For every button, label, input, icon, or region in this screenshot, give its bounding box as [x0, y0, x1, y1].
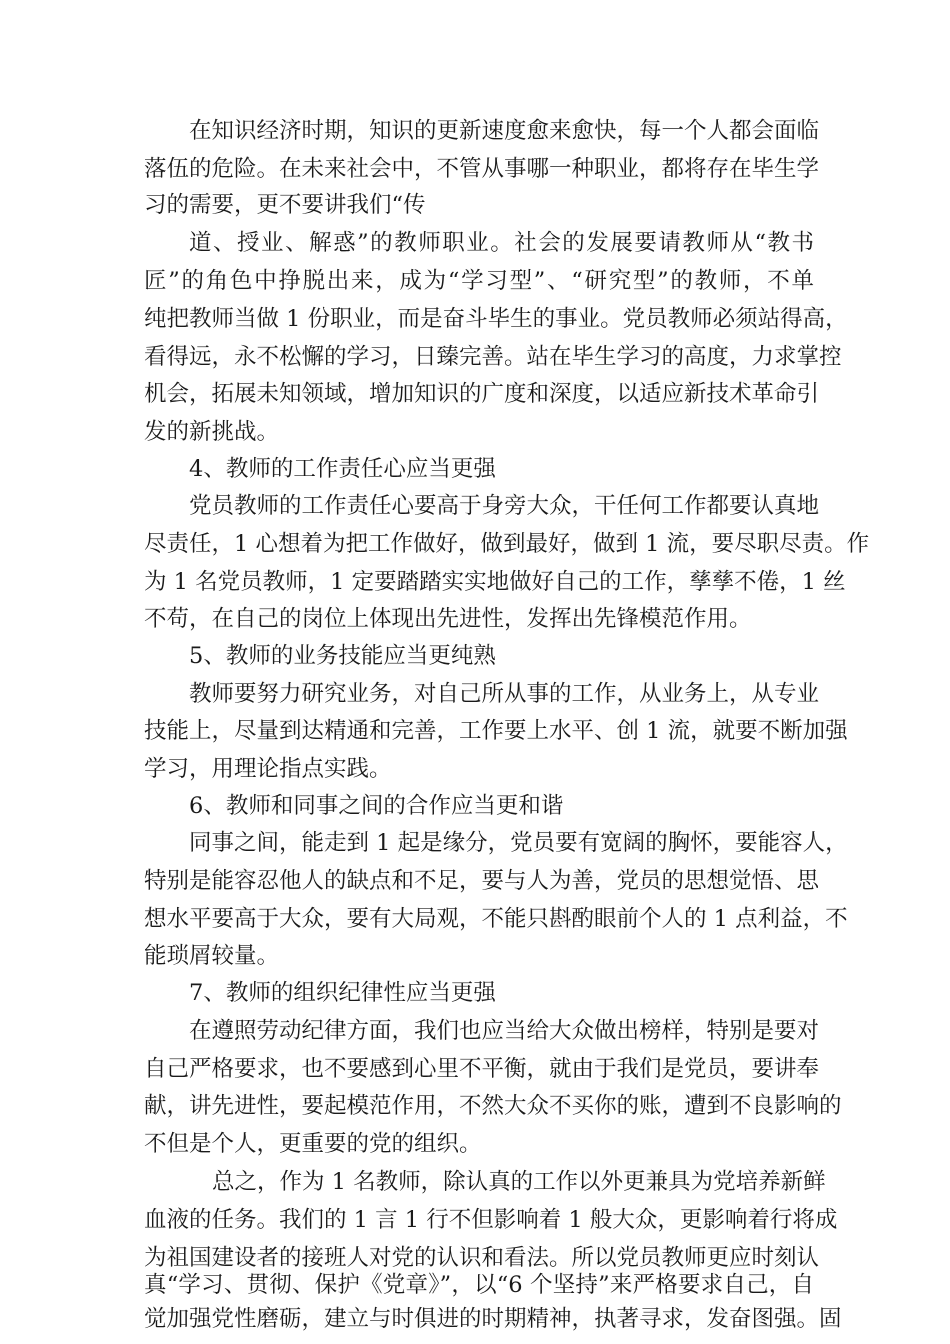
- paragraph-line: 纯把教师当做 1 份职业，而是奋斗毕生的事业。党员教师必须站得高，: [144, 306, 848, 332]
- paragraph-line: 觉加强党性磨砺，建立与时俱进的时期精神，执著寻求，发奋图强。固: [144, 1306, 842, 1332]
- paragraph-line: 党员教师的工作责任心要高于身旁大众，干任何工作都要认真地: [189, 493, 820, 519]
- paragraph-line: 匠”的角色中挣脱出来，成为“学习型”、“研究型”的教师，不单: [144, 268, 814, 294]
- paragraph-line: 道、授业、解惑”的教师职业。社会的发展要请教师从“教书: [189, 230, 814, 256]
- paragraph-line: 想水平要高于大众，要有大局观，不能只斟酌眼前个人的 1 点利益，不: [144, 906, 848, 932]
- paragraph-line: 看得远，永不松懈的学习，日臻完善。站在毕生学习的高度，力求掌控: [144, 344, 842, 370]
- paragraph-line: 为 1 名党员教师，1 定要踏踏实实地做好自己的工作，孳孳不倦，1 丝: [144, 569, 846, 595]
- paragraph-line: 落伍的危险。在未来社会中，不管从事哪一种职业，都将存在毕生学: [144, 156, 820, 182]
- section-heading: 6、教师和同事之间的合作应当更和谐: [189, 793, 564, 819]
- paragraph-line: 特别是能容忍他人的缺点和不足，要与人为善，党员的思想觉悟、思: [144, 868, 820, 894]
- paragraph-line: 教师要努力研究业务，对自己所从事的工作，从业务上，从专业: [189, 681, 820, 707]
- paragraph-line: 不但是个人，更重要的党的组织。: [144, 1131, 482, 1157]
- paragraph-line: 发的新挑战。: [144, 419, 280, 445]
- paragraph-line: 为祖国建设者的接班人对党的认识和看法。所以党员教师更应时刻认: [144, 1245, 820, 1271]
- paragraph-line: 不苟，在自己的岗位上体现出先进性，发挥出先锋模范作用。: [144, 606, 752, 632]
- paragraph-line: 同事之间，能走到 1 起是缘分，党员要有宽阔的胸怀，要能容人，: [189, 830, 848, 856]
- section-heading: 4、教师的工作责任心应当更强: [189, 456, 496, 482]
- section-heading: 5、教师的业务技能应当更纯熟: [189, 643, 496, 669]
- paragraph-line: 尽责任，1 心想着为把工作做好，做到最好，做到 1 流，要尽职尽责。作: [144, 531, 870, 557]
- paragraph-line: 能琐屑较量。: [144, 943, 280, 969]
- paragraph-line: 技能上，尽量到达精通和完善，工作要上水平、创 1 流，就要不断加强: [144, 718, 848, 744]
- section-heading: 7、教师的组织纪律性应当更强: [189, 980, 496, 1006]
- paragraph-line: 总之，作为 1 名教师，除认真的工作以外更兼具为党培养新鲜: [212, 1169, 826, 1195]
- paragraph-line: 血液的任务。我们的 1 言 1 行不但影响着 1 般大众，更影响着行将成: [144, 1207, 838, 1233]
- paragraph-line: 真“学习、贯彻、保护《党章》”，以“6 个坚持”来严格要求自己，自: [144, 1272, 814, 1298]
- paragraph-line: 习的需要，更不要讲我们“传: [144, 192, 426, 218]
- paragraph-line: 机会，拓展未知领域，增加知识的广度和深度，以适应新技术革命引: [144, 381, 820, 407]
- paragraph-line: 在知识经济时期，知识的更新速度愈来愈快，每一个人都会面临: [189, 118, 820, 144]
- paragraph-line: 在遵照劳动纪律方面，我们也应当给大众做出榜样，特别是要对: [189, 1018, 820, 1044]
- paragraph-line: 学习，用理论指点实践。: [144, 756, 392, 782]
- paragraph-line: 献，讲先进性，要起模范作用，不然大众不买你的账，遭到不良影响的: [144, 1093, 842, 1119]
- paragraph-line: 自己严格要求，也不要感到心里不平衡，就由于我们是党员，要讲奉: [144, 1056, 820, 1082]
